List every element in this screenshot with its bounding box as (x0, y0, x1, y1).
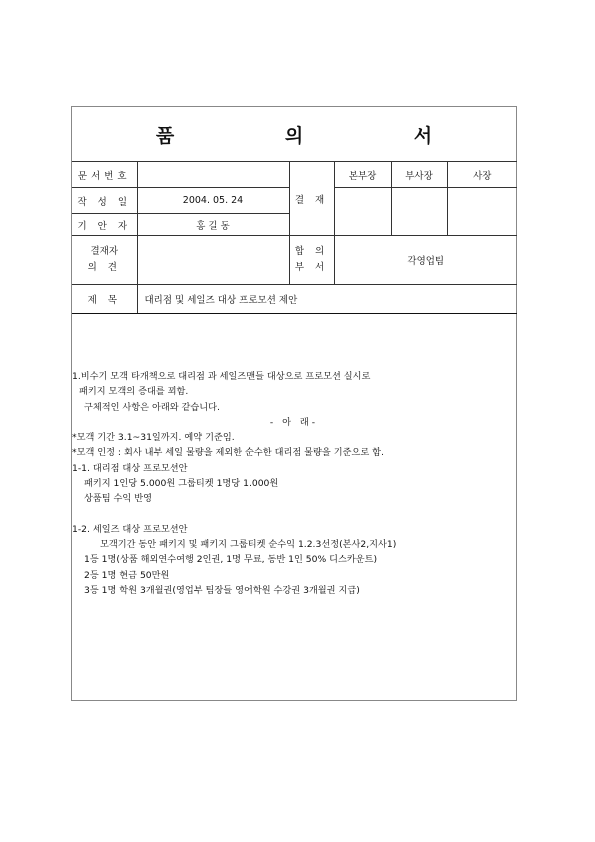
approver-opinion-label (72, 236, 137, 285)
approver-president: 사장 (447, 162, 517, 188)
drafter-label: 기 안 자 (72, 214, 137, 236)
drafter-value[interactable]: 홍 길 동 (137, 214, 289, 236)
date-value[interactable]: 2004. 05. 24 (137, 188, 289, 214)
sign-box-division-head[interactable] (334, 188, 391, 236)
body-line: 패키지 모객의 증대를 꾀함. (79, 386, 189, 398)
consult-dept-label-line1: 합 의 (294, 246, 329, 257)
sign-box-president[interactable] (447, 188, 517, 236)
body-line: 3등 1명 학원 3개월권(영업부 팀장들 영어학원 수강권 3개월권 지급) (84, 584, 360, 596)
body-line: 2등 1명 현금 50만원 (84, 569, 170, 581)
consult-dept-value[interactable]: 각영업팀 (334, 236, 517, 285)
approver-division-head: 본부장 (334, 162, 391, 188)
approver-vice-president: 부사장 (391, 162, 447, 188)
body-line: *모객 인정 : 회사 내부 세일 물량을 제외한 순수한 대리점 물량을 기준으로 함. (72, 447, 384, 459)
subject-value[interactable]: 대리점 및 세일즈 대상 프로모션 제안 (137, 285, 517, 314)
consult-dept-label-line2: 부 서 (294, 262, 329, 273)
body-line-heading: - 아 래- (269, 416, 319, 428)
approver-opinion-value[interactable] (137, 236, 289, 285)
body-line: *모객 기간 3.1~31일까지. 예약 기준임. (72, 432, 235, 444)
body-line: 상품팀 수익 반영 (84, 493, 152, 505)
body-line: 구체적인 사항은 아래와 같습니다. (84, 401, 220, 413)
approver-opinion-label-line2: 의 견 (87, 262, 121, 273)
document-body (72, 369, 516, 598)
doc-number-label: 문서번호 (72, 162, 137, 188)
approver-opinion-label-line1: 결재자 (90, 246, 119, 257)
body-line: 1-2. 세일즈 대상 프로모션안 (72, 523, 188, 535)
body-line: 모객기간 동안 패키지 및 패키지 그룹티켓 순수익 1.2.3선정(본사2,지사1) (100, 538, 397, 550)
date-label: 작 성 일 (72, 188, 137, 214)
subject-label: 제 목 (72, 285, 137, 314)
body-line: 1.비수기 모객 타개책으로 대리점 과 세일즈맨들 대상으로 프로모션 실시로 (72, 371, 371, 382)
approval-form-table (72, 161, 517, 314)
doc-number-value[interactable] (137, 162, 289, 188)
body-line: 1-1. 대리점 대상 프로모션안 (72, 462, 188, 474)
approval-label: 결 재 (289, 162, 334, 236)
sign-box-vice-president[interactable] (391, 188, 447, 236)
body-line: 1등 1명(상품 해외연수여행 2인권, 1명 무료, 동반 1인 50% 디스카운트) (84, 554, 378, 566)
body-line: 패키지 1인당 5.000원 그룹티켓 1명당 1.000원 (84, 478, 279, 490)
approval-document (71, 106, 517, 701)
document-title: 품 의 서 (155, 124, 485, 147)
consult-dept-label (289, 236, 334, 285)
